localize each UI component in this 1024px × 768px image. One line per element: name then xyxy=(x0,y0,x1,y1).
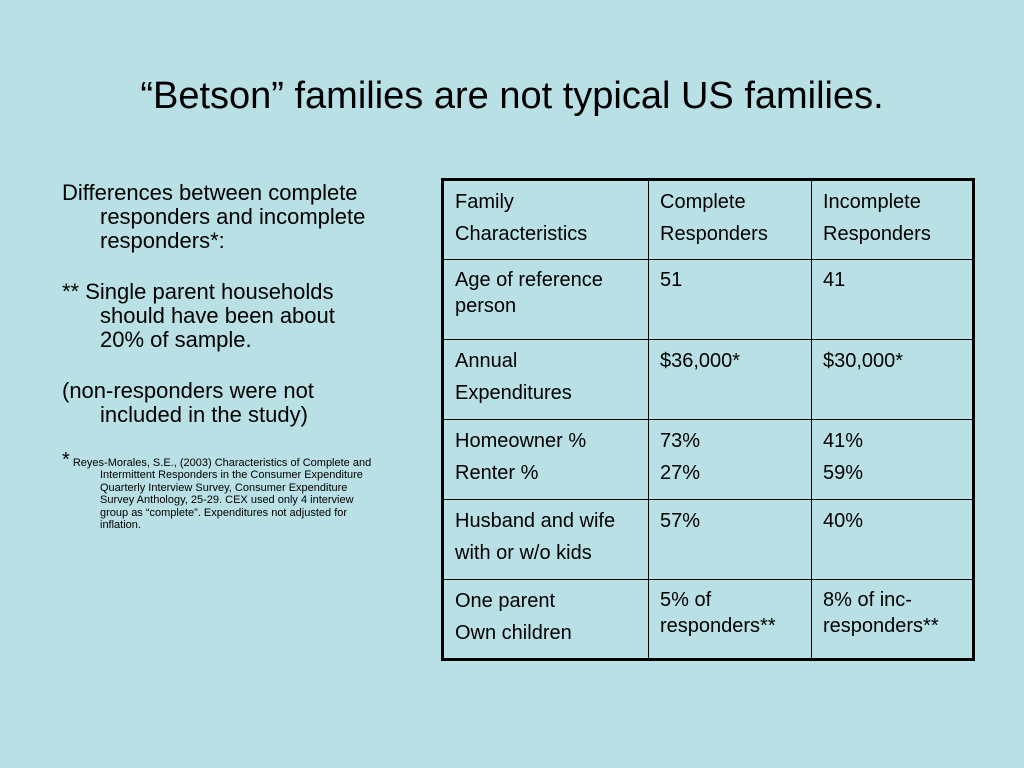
table-row xyxy=(443,340,974,420)
cell-incomplete-husband-wife: 40% xyxy=(812,500,974,580)
table-header-row xyxy=(443,180,974,260)
header-text: Responders xyxy=(660,223,768,245)
cell-incomplete-homeowner-renter xyxy=(812,420,974,500)
footnote-text: Reyes-Morales, S.E., (2003) Characteristics of Complete and Intermittent Responders in the Consumer Expenditure Quarterly Interview Survey, Consumer Expenditure Survey Anthology, 25-29. CEX used only 4 interview group as “complete”. Expenditures not adjusted for inflation. xyxy=(72,457,372,532)
header-text: Complete xyxy=(660,191,746,213)
single-parent-note: ** Single parent households should have been about 20% of sample. xyxy=(62,279,335,352)
row-label-text: Annual xyxy=(455,350,518,372)
row-label-text: One parent xyxy=(455,590,556,612)
header-cell-incomplete-responders xyxy=(812,180,974,260)
row-label-text: Own children xyxy=(455,622,572,644)
row-label-husband-wife xyxy=(443,500,649,580)
cell-value: 73% xyxy=(660,430,701,452)
header-text: Characteristics xyxy=(455,223,588,245)
comparison-table xyxy=(441,178,975,661)
citation-footnote xyxy=(62,449,382,532)
row-label-text: with or w/o kids xyxy=(455,542,592,564)
row-label-text: Expenditures xyxy=(455,382,572,404)
header-text: Incomplete xyxy=(823,191,921,213)
cell-incomplete-age: 41 xyxy=(812,260,974,340)
cell-complete-homeowner-renter xyxy=(649,420,812,500)
table-row xyxy=(443,420,974,500)
non-responders-note: (non-responders were not included in the study) xyxy=(62,378,314,427)
cell-complete-expenditures: $36,000* xyxy=(649,340,812,420)
row-label-text: Husband and wife xyxy=(455,510,616,532)
cell-complete-age: 51 xyxy=(649,260,812,340)
cell-complete-one-parent: 5% of responders** xyxy=(649,580,812,660)
cell-value: 59% xyxy=(823,462,864,484)
slide-title: “Betson” families are not typical US families. xyxy=(140,75,884,117)
row-label-text: Homeowner % xyxy=(455,430,587,452)
table-row xyxy=(443,260,974,340)
footnote-marker: * xyxy=(62,449,70,471)
differences-text: Differences between complete responders and incomplete responders*: xyxy=(62,180,366,253)
header-text: Family xyxy=(455,191,514,213)
row-label-text: Renter % xyxy=(455,462,539,484)
cell-complete-husband-wife: 57% xyxy=(649,500,812,580)
cell-value: 27% xyxy=(660,462,701,484)
cell-incomplete-expenditures: $30,000* xyxy=(812,340,974,420)
row-label-age: Age of reference person xyxy=(443,260,649,340)
cell-value: 41% xyxy=(823,430,864,452)
row-label-homeowner-renter xyxy=(443,420,649,500)
notes-panel xyxy=(62,181,382,531)
table-row xyxy=(443,500,974,580)
row-label-annual-expenditures xyxy=(443,340,649,420)
cell-incomplete-one-parent: 8% of inc-responders** xyxy=(812,580,974,660)
header-cell-family-characteristics xyxy=(443,180,649,260)
table-row xyxy=(443,580,974,660)
header-text: Responders xyxy=(823,223,931,245)
header-cell-complete-responders xyxy=(649,180,812,260)
row-label-one-parent xyxy=(443,580,649,660)
